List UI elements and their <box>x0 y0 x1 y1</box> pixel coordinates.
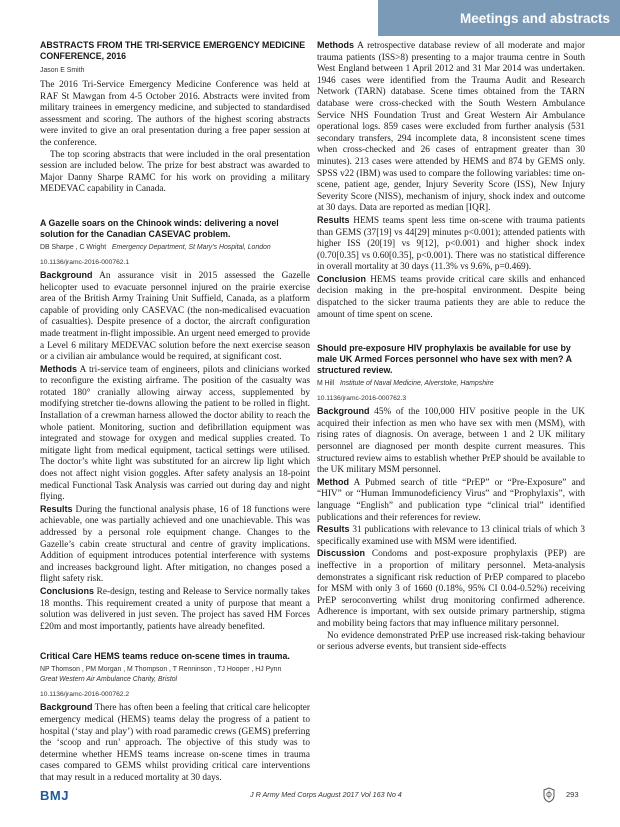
abstract-1 <box>40 218 310 633</box>
abstract-1-methods <box>40 364 310 504</box>
abstract-1-title: A Gazelle soars on the Chinook winds: delivering a novel solution for the Canadian CASEVAC problem. <box>40 217 279 239</box>
text-background: There has often been a feeling that critical care helicopter emergency medical (HEMS) teams delay the progress of a patient to hospital (‘stay and play’) with road paramedic crews (GEMS) preferring the ‘scoop and run’ approach. The objective of this study was to determine whether HEMS teams increase on-scene times in trauma cases compared to GEMS whilst providing critical care interventions that may result in a reduced mortality at 30 days. <box>40 703 310 783</box>
section-title: Meetings and abstracts <box>459 10 610 26</box>
journal-citation: J R Army Med Corps August 2017 Vol 163 No 4 <box>250 790 402 799</box>
label-conclusions: Conclusions <box>40 585 95 596</box>
abstract-2-doi[interactable]: 10.1136/jramc-2016-000762.2 <box>40 691 130 699</box>
label-background: Background <box>40 702 93 713</box>
abstract-3-author-names: M Hill <box>317 380 335 388</box>
text-conclusion: HEMS teams provide critical care skills and enhanced decision making in the pre-hospital environment. Despite being dispatched to the sicker trauma patients they are able to reduce the amount of time spent on scene. <box>317 274 585 320</box>
text-results: HEMS teams spent less time on-scene with trauma patients than GEMS (37[19] vs 44[29] minutes p<0.001); attended patients with higher ISS (20[19] vs 9[12], p<0.001) and higher shock index (0.70[0.35] vs 0.60[0.35], p<0.001). There was no statistical difference in overall mortality at 30 days (11.3% vs 9.6%, p=0.469). <box>317 215 585 273</box>
text-conclusions: Re-design, testing and Release to Service normally takes 18 months. This requirement created a unity of purpose that meant a solution was delivered in just seven. The project has saved HM Forces £20m and most importantly, patients have already benefited. <box>40 586 310 632</box>
abstract-1-authors <box>40 243 310 253</box>
label-conclusion: Conclusion <box>317 273 366 284</box>
intro-paragraph-1: The 2016 Tri-Service Emergency Medicine Conference was held at RAF St Mawgan from 4-5 October 2016. Abstracts were invited from military trainees in emergency medicine, and subjected to standardised assessment and scoring. The authors of the highest scoring abstracts were invited to give an oral presentation during a free paper session at the conference. <box>40 80 310 148</box>
abstract-2-results <box>317 215 585 274</box>
page-footer <box>0 784 620 808</box>
text-methods: A tri-service team of engineers, pilots and clinicians worked to reconfigure the existing airframe. The position of the casualty was rotated 180° cranially allowing airway access, supplemented by modifying stretcher tie-downs allowing the patient to be rolled in flight. Installation of a crewman harness allowed the doctor ability to reach the whole patient. Monitoring, suction and defibrillation equipment was integrated and stowage for oxygen and medical supplies created. To mitigate light from medical equipment, tactical settings were utilised. The doctor’s white light was substituted for an aircrew lip light which does not affect night vision goggles. After safety analysis an 18-point medical Functional Task Analysis was carried out during day and night flying. <box>40 364 310 503</box>
text-results: 31 publications with relevance to 13 clinical trials of which 3 specifically examined use with MSM were identified. <box>317 525 585 547</box>
abstract-1-doi[interactable]: 10.1136/jramc-2016-000762.1 <box>40 258 130 266</box>
abstract-3-affiliation: Institute of Naval Medicine, Alverstoke, Hampshire <box>339 380 494 388</box>
abstract-3-method <box>317 477 585 524</box>
abstract-2-authors: NP Thomson , PM Morgan , M Thompson , T Renninson , TJ Hooper , HJ Pynn <box>40 666 282 674</box>
abstract-1-results <box>40 504 310 586</box>
abstract-1-author-names: DB Sharpe , C Wright <box>40 243 107 251</box>
label-methods: Methods <box>317 40 354 50</box>
abstract-1-background <box>40 270 310 364</box>
abstract-3-continuation: No evidence demonstrated PrEP use increased risk-taking behaviour or serious adverse events, but transient side-effects <box>317 630 585 653</box>
abstract-2-title: Critical Care HEMS teams reduce on-scene times in trauma. <box>40 651 290 662</box>
label-discussion: Discussion <box>317 548 366 559</box>
abstract-3-title: Should pre-exposure HIV prophylaxis be available for use by male UK Armed Forces personnel who have sex with men? A structured review. <box>317 343 572 376</box>
intro-title: ABSTRACTS FROM THE TRI-SERVICE EMERGENCY MEDICINE CONFERENCE, 2016 <box>40 40 306 61</box>
label-method: Method <box>317 476 349 487</box>
abstract-1-affiliation: Emergency Department, St Mary’s Hospital, London <box>111 243 271 251</box>
section-banner <box>378 0 620 36</box>
abstract-2-methods <box>317 40 585 215</box>
intro-author: Jason E Smith <box>40 67 85 74</box>
text-results: During the functional analysis phase, 16 of 18 functions were achievable, one was partially achieved and one unachievable. This was addressed by a personal role equipment change. Changes to the Gazelle’s cabin create structural and centre of gravity implications. Addition of equipment introduces potential interference with systems and increases background light. After mitigation, no changes posed a flight safety risk. <box>40 504 310 585</box>
abstract-1-conclusions <box>40 586 310 633</box>
text-method: A Pubmed search of title “PrEP” or “Pre-Exposure” and “HIV” or “Human Immunodeficiency Virus” and “Prophylaxis”, with language “English” and publication type “clinical trial” identified publications and their references for review. <box>317 477 585 523</box>
text-background: An assurance visit in 2015 assessed the Gazelle helicopter used to evacuate personnel injured on the prairie exercise area of the British Army Training Unit Suffield, Canada, as a platform capable of providing only CASEVAC (the non-medicalised evacuation of casualties). Despite presence of a doctor, the aircraft configuration made treatment in-flight impossible. An urgent need emerged to provide a Level 6 military MEDEVAC solution before the next exercise season or a civilian air ambulance would be required, at significant cost. <box>40 270 310 363</box>
label-results: Results <box>317 214 350 225</box>
label-background: Background <box>40 269 93 280</box>
label-methods: Methods <box>40 363 77 374</box>
left-column <box>40 40 310 785</box>
label-results: Results <box>40 503 73 514</box>
abstract-2-background-start <box>40 702 310 784</box>
label-results: Results <box>317 524 350 535</box>
text-methods: A retrospective database review of all moderate and major trauma patients (ISS>8) presenting to a major trauma centre in South West England between 1 April 2012 and 31 Mar 2014 was undertaken. 1946 cases were identified from the Trauma Audit and Research Network (TARN) database. Scene times obtained from the TARN database were cross-checked with the South Western Ambulance Service NHS Foundation Trust and Great Western Air Ambulance operational logs. 859 cases were excluded from further analysis (531 secondary transfers, 294 incomplete data, 8 inconsistent scene times when cross-checked and 26 cases of entrapment greater than 30 minutes). 213 cases were attended by HEMS and 874 by GEMS only. SPSS v22 (IBM) was used to compare the following variables: time on-scene, patient age, gender, Injury Severity Score (ISS), New Injury Severity Score (NISS), mechanism of injury, shock index and outcome at 30 days. Data are reported as median [IQR]. <box>317 41 585 214</box>
label-background: Background <box>317 406 370 417</box>
abstract-2-conclusion <box>317 274 585 321</box>
page-number: 293 <box>566 790 579 799</box>
abstract-3-discussion <box>317 548 585 630</box>
abstract-3 <box>317 343 585 653</box>
bmj-logo: BMJ <box>40 788 69 803</box>
right-column <box>317 40 585 654</box>
abstract-2 <box>40 651 310 784</box>
text-discussion: Condoms and post-exposure prophylaxis (PEP) are ineffective in a proportion of military personnel. Meta-analysis demonstrates a significant risk reduction of PrEP compared to placebo for MSM with only 3 of 1660 (0.18%, 95% CI 0.04-0.52%) receiving PrEP seroconverting whilst drug monitoring confirmed adherence. Adherence is important, with sex outside primary partnership, stigma and mobility being factors that may influence military personnel. <box>317 549 585 629</box>
text-background: 45% of the 100,000 HIV positive people in the UK acquired their infection as men who have sex with men (MSM), with rising rates of diagnosis. On average, between 1 and 2 UK military personnel are diagnosed per month despite current measures. This structured review aims to establish whether PrEP should be available to the UK military MSM personnel. <box>317 407 585 476</box>
abstract-3-results <box>317 524 585 548</box>
abstract-2-affiliation <box>40 675 310 685</box>
abstract-2-affiliation-text: Great Western Air Ambulance Charity, Bristol <box>40 676 178 684</box>
intro-paragraph-2: The top scoring abstracts that were included in the oral presentation session are included below. The prize for best abstract was awarded to Major Danny Sharpe RAMC for his work on providing a military MEDEVAC capability in Canada. <box>40 149 310 195</box>
abstract-3-doi[interactable]: 10.1136/jramc-2016-000762.3 <box>317 395 407 403</box>
ramc-crest-icon <box>542 787 556 803</box>
abstract-3-authors <box>317 379 585 389</box>
abstract-3-background <box>317 406 585 477</box>
